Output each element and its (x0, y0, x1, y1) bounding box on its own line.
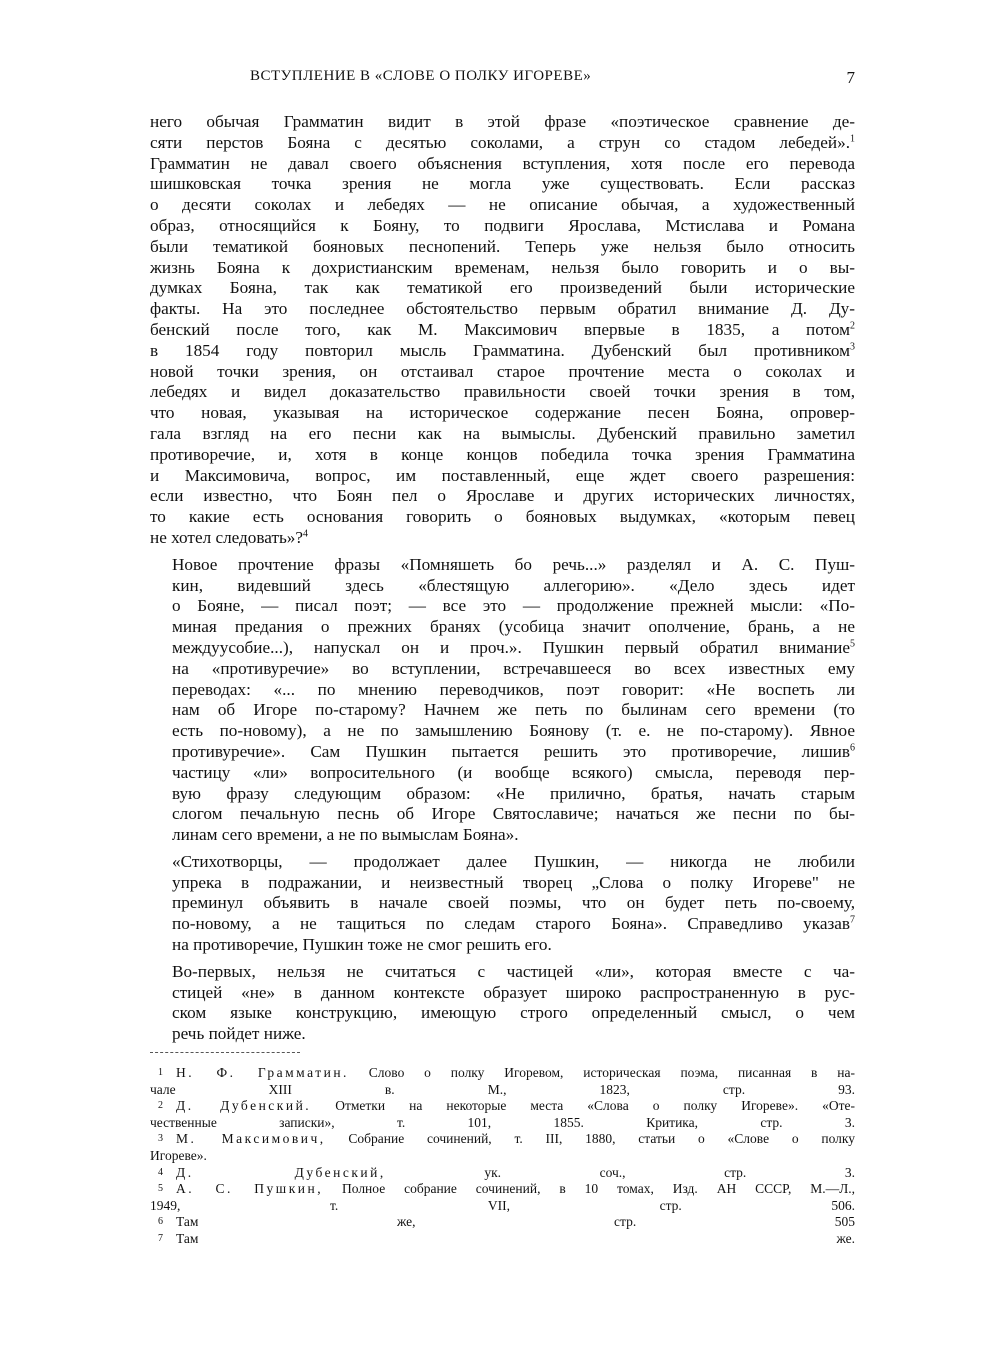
text-line: Во-первых, нельзя не считаться с частицей «ли», которая вместе с ча- (172, 961, 855, 981)
text-line: противоречие, и, хотя в конце концов победила точка зрения Грамматина (150, 444, 855, 464)
footnote-text: Собрание сочинений, т. III, 1880, статьи о «Слове о полку (325, 1131, 856, 1147)
footnote-text: Отметки на некоторые места «Слова о полку Игореве». «Оте- (311, 1098, 855, 1114)
text-line: то какие есть основания говорить о бояновых выдумках, «которым певец (150, 507, 855, 527)
footnote-number: 2 (158, 1100, 163, 1112)
text-line: переводах: «... по мнению переводчиков, поэт говорит: «Не воспеть ли (172, 679, 855, 699)
text-line: Новое прочтение фразы «Помняшеть бо речь...» разделял и А. С. Пуш- (172, 554, 855, 574)
text-line: него обычая Грамматин видит в этой фразе «поэтическое сравнение де- (150, 112, 855, 131)
paragraph-2 (150, 555, 855, 846)
footnote-text: чественные записки», т. 101, 1855. Критика, стр. 3. (150, 1114, 855, 1130)
footnote-6 (150, 1214, 855, 1231)
text-line: по-новому, а не тащиться по следам старого Бояна». Справедливо указав$^7$ (172, 914, 855, 934)
page-number: 7 (846, 68, 855, 87)
footnote-text: Там же. (176, 1230, 855, 1246)
text-line: о десяти соколах и лебедях — не описание обычая, а художественный (150, 195, 855, 215)
paragraph-4 (150, 962, 855, 1045)
text-line: не хотел следовать»?$^4$ (150, 527, 309, 547)
footnote-number: 5 (158, 1183, 163, 1195)
footnote-ref: 4 (303, 528, 309, 540)
paragraph-3 (150, 852, 855, 956)
text-line: ском языке конструкцию, имеющую строго определенный смысл, о чем (172, 1003, 855, 1023)
footnote-author: Н. Ф. Грамматин. (176, 1065, 349, 1080)
text-line: если известно, что Боян пел о Ярославе и других исторических личностях, (150, 486, 855, 506)
text-line: думках Бояна, так как тематикой его произведений были исторические (150, 278, 855, 298)
text-line: есть по-новому), а не по замышлению Боянову (т. е. не по-старому). Явное (172, 721, 855, 741)
footnote-ref: 7 (850, 914, 855, 926)
text-line: о Бояне, — писал поэт; — все это — продолжение прежней мысли: «По- (172, 596, 855, 616)
footnote-number: 6 (158, 1216, 163, 1228)
running-title: ВСТУПЛЕНИЕ В «СЛОВЕ О ПОЛКУ ИГОРЕВЕ» (250, 68, 592, 84)
text-line: вую фразу следующим образом: «Не прилично, братья, начать старым (172, 783, 855, 803)
text-line: образ, относящийся к Бояну, то подвиги Ярослава, Мстислава и Романа (150, 215, 855, 235)
footnote-number: 1 (158, 1067, 163, 1078)
footnote-number: 7 (158, 1232, 163, 1244)
text-line: стицей «не» в данном контексте образует широко распространенную в рус- (172, 982, 855, 1002)
text-line: нам об Игоре по-старому? Начнем же петь по былинам сего времени (то (172, 700, 855, 720)
text-line: были тематикой бояновых песнопений. Теперь уже нельзя было относить (150, 236, 855, 256)
text-line: на «противуречие» во вступлении, встречавшееся во всех известных ему (172, 658, 855, 678)
footnote-2 (150, 1098, 855, 1131)
footnote-number: 3 (158, 1133, 163, 1145)
text-line: бенский после того, как М. Максимович впервые в 1835, а потом$^2$ (150, 319, 855, 339)
footnote-7 (150, 1231, 855, 1248)
text-line: междуусобие...), напускал он и проч.». Пушкин первый обратил внимание$^5$ (172, 637, 855, 657)
footnote-number: 4 (158, 1166, 163, 1178)
text-line: частицу «ли» вопросительного (и вообще всякого) смысла, переводя пер- (172, 762, 855, 782)
text-line: что новая, указывая на историческое содержание песен Бояна, опровер- (150, 403, 855, 423)
footnote-ref: 1 (850, 133, 855, 145)
footnote-text: Слово о полку Игоревом, историческая поэма, писанная в на- (348, 1065, 855, 1080)
footnote-3 (150, 1131, 855, 1164)
text-line: гала взгляд на его песни как на вымыслы. Дубенский правильно заметил (150, 423, 855, 443)
footnote-divider (150, 1052, 300, 1053)
footnote-author: А. С. Пушкин, (176, 1181, 324, 1197)
text-line: линам сего времени, а не по вымыслам Бояна». (172, 825, 519, 845)
text-line: речь пойдет ниже. (172, 1024, 306, 1044)
text-line: и Максимовича, вопрос, им поставленный, еще ждет своего разрешения: (150, 465, 855, 485)
footnote-text: 1949, т. VII, стр. 506. (150, 1197, 855, 1213)
text-line: на противоречие, Пушкин тоже не смог решить его. (172, 935, 552, 955)
page-header (150, 68, 855, 98)
footnote-text: ук. соч., стр. 3. (385, 1164, 855, 1180)
text-line: шишковская точка зрения не могла уже существовать. Если рассказ (150, 174, 855, 194)
text-line: лебедях и видел доказательство правильности своей точки зрения в том, (150, 382, 855, 402)
text-line: противуречие». Сам Пушкин пытается решить это противоречие, лишив$^6$ (172, 741, 855, 761)
text-line: упрека в подражании, и неизвестный творец „Слова о полку Игореве" не (172, 872, 855, 892)
text-line: Грамматин не давал своего объяснения вступления, хотя после его перевода (150, 153, 855, 173)
text-line: сяти перстов Бояна с десятью соколами, а струн со стадом лебедей».$^1$ (150, 132, 855, 152)
footnote-text: Игореве». (150, 1147, 207, 1163)
footnotes (150, 1052, 855, 1248)
footnote-1 (150, 1065, 855, 1098)
footnote-4 (150, 1165, 855, 1182)
text-line: миная предания о прежних бранях (усобица значит ополчение, брань, а не (172, 617, 855, 637)
footnote-ref: 6 (850, 742, 855, 754)
footnote-5 (150, 1181, 855, 1214)
text-line: слогом печальную песнь об Игоре Святославиче; начаться же песни по бы- (172, 804, 855, 824)
text-line: «Стихотворцы, — продолжает далее Пушкин, — никогда не любили (172, 851, 855, 871)
footnote-text: чале XIII в. М., 1823, стр. 93. (150, 1081, 855, 1097)
text-line: кин, видевший здесь «блестящую аллегорию». «Дело здесь идет (172, 575, 855, 595)
footnote-author: М. Максимович, (176, 1131, 326, 1147)
text-line: преминул объявить в начале своей поэмы, что он будет петь по-своему, (172, 893, 855, 913)
paragraph-1 (150, 112, 855, 549)
footnote-text: Там же, стр. 505 (176, 1214, 855, 1230)
body-text (150, 112, 855, 1045)
text-line: факты. На это последнее обстоятельство первым обратил внимание Д. Ду- (150, 299, 855, 319)
text-line: жизнь Бояна к дохристианским временам, нельзя было говорить и о вы- (150, 257, 855, 277)
footnote-ref: 2 (850, 320, 855, 332)
footnote-author: Д. Дубенский. (176, 1098, 312, 1114)
text-line: в 1854 году повторил мысль Грамматина. Дубенский был противником$^3$ (150, 340, 855, 360)
footnote-ref: 3 (850, 341, 855, 353)
footnote-author: Д. Дубенский, (176, 1164, 386, 1180)
footnote-text: Полное собрание сочинений, в 10 томах, Изд. АН СССР, М.—Л., (323, 1181, 856, 1197)
footnote-ref: 5 (850, 638, 855, 650)
text-line: новой точки зрения, он отстаивал старое прочтение места о соколах и (150, 361, 855, 381)
